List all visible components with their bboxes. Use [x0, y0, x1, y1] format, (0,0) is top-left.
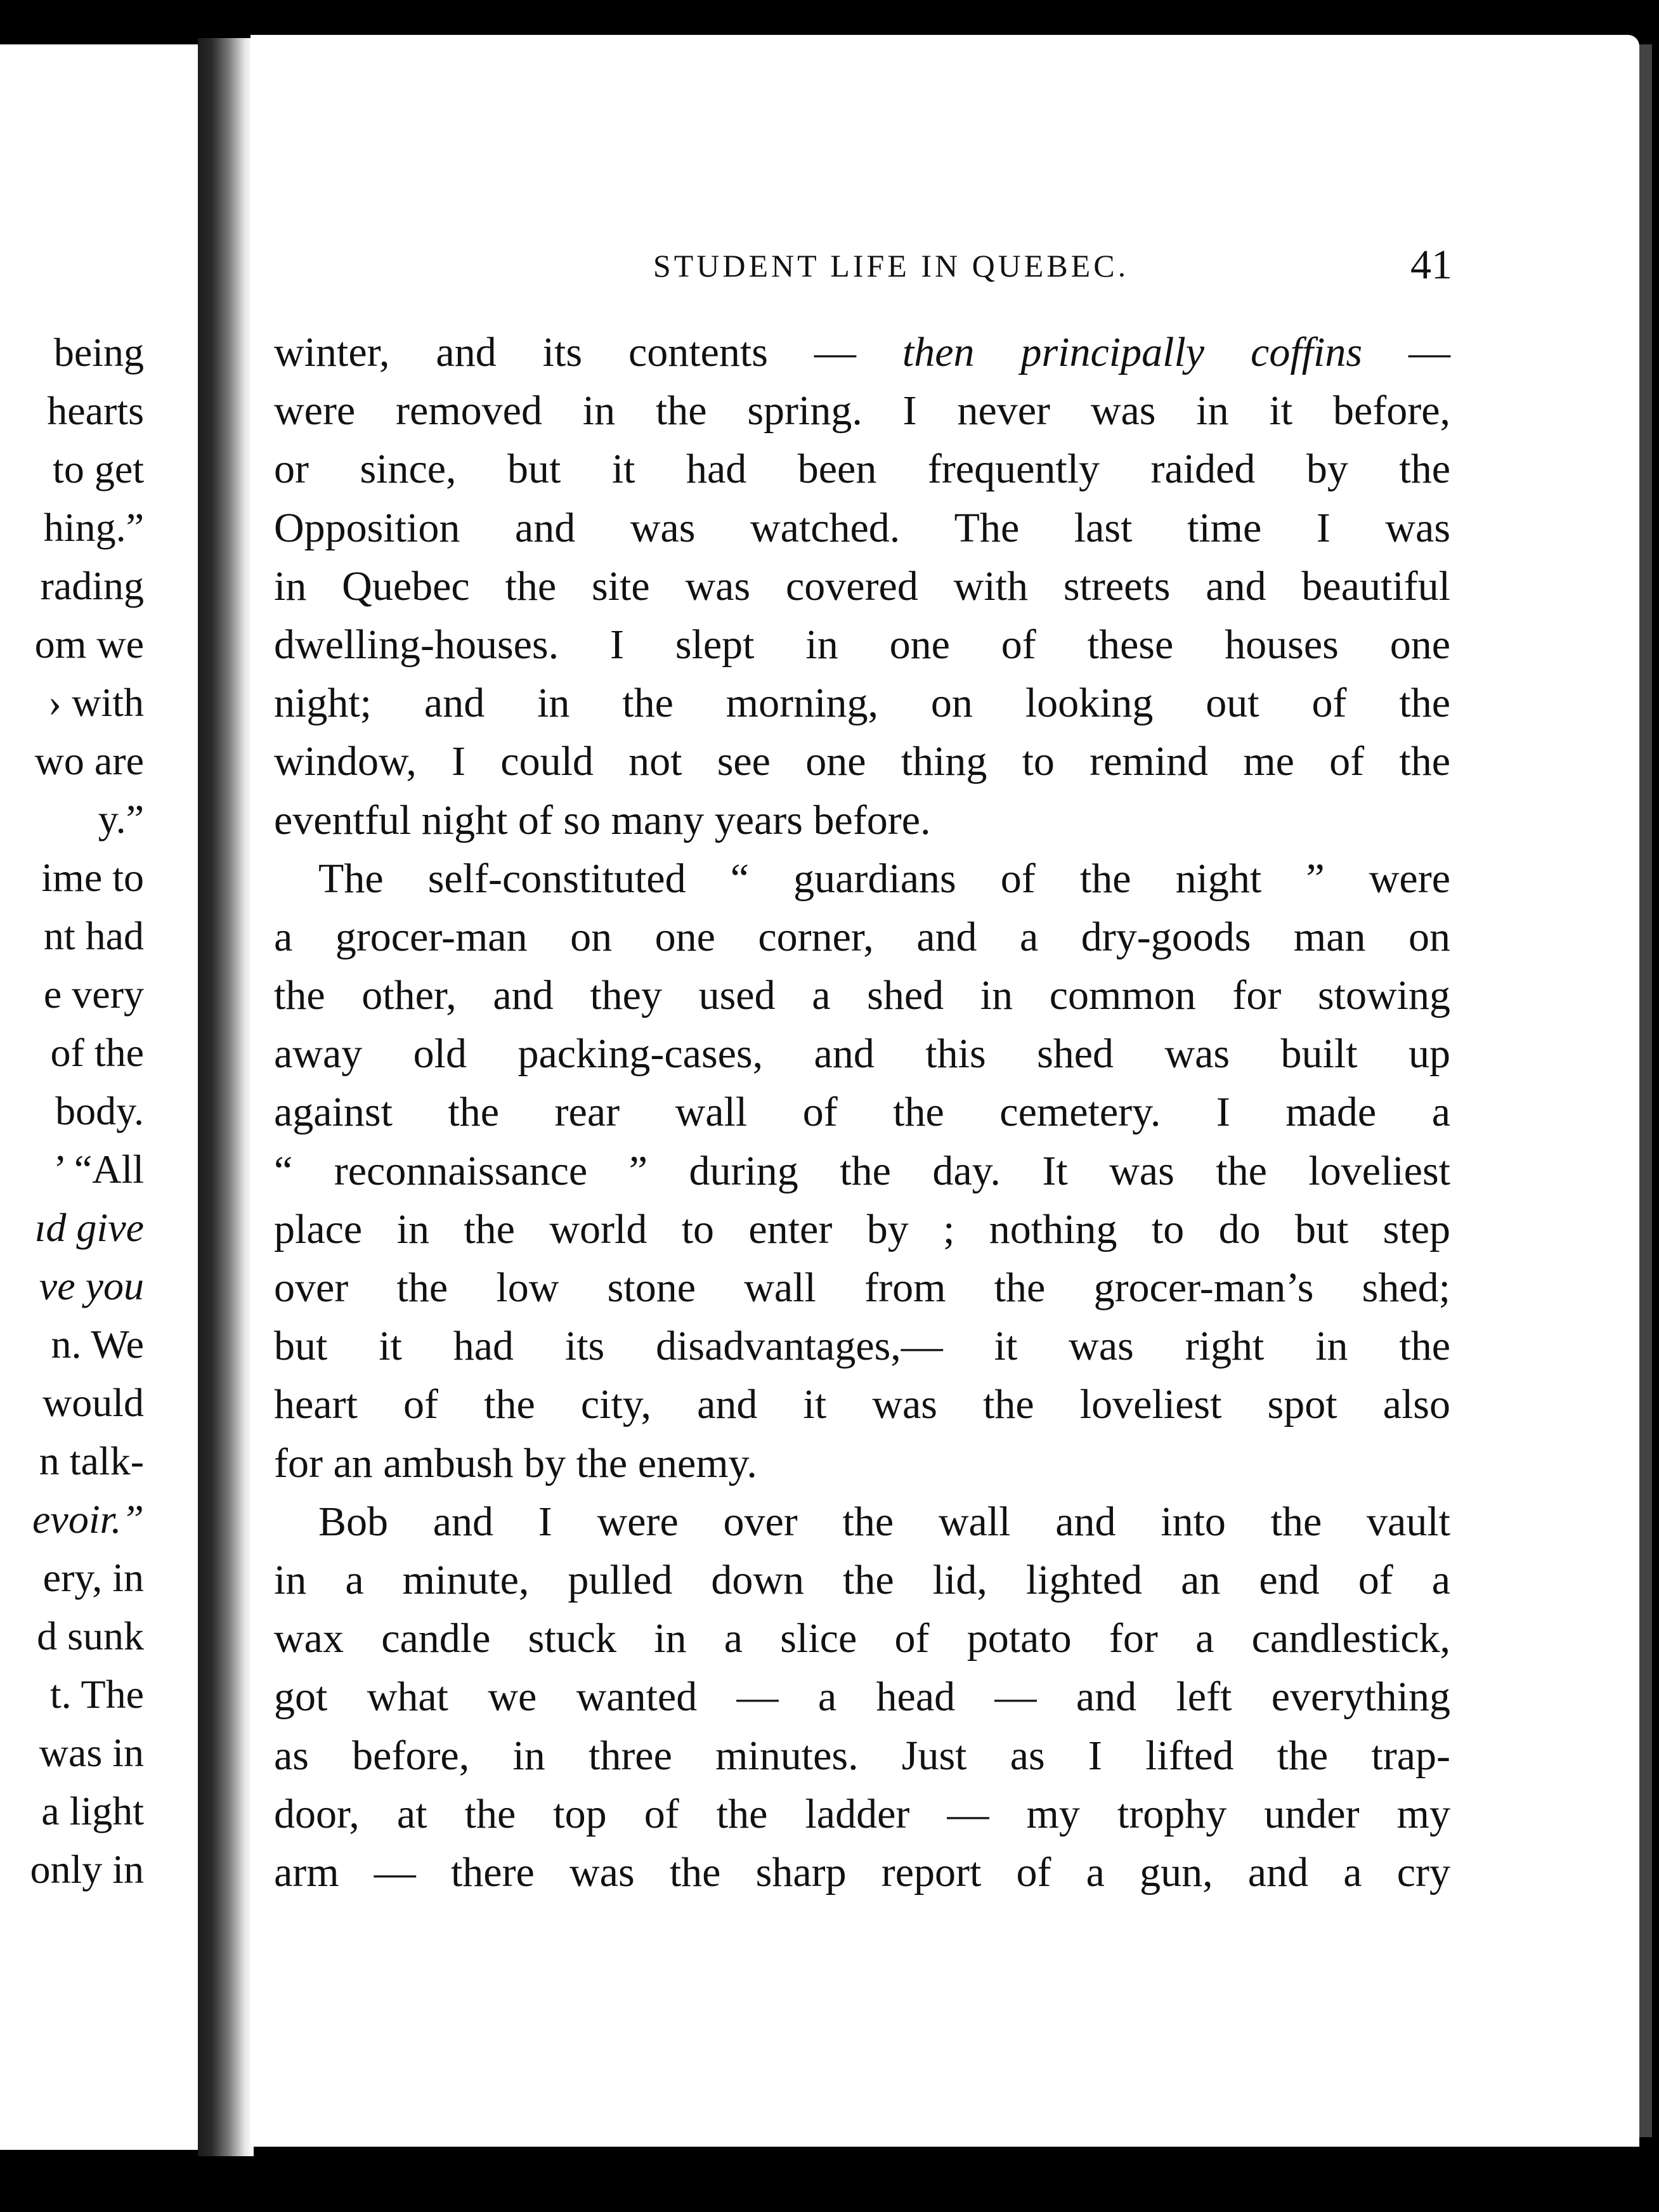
page-number: 41 [1410, 242, 1452, 288]
italic-run: then principally coffins [902, 329, 1363, 375]
left-line: was in [39, 1730, 144, 1775]
running-head: STUDENT LIFE IN QUEBEC. [653, 248, 1129, 283]
text-line: “ reconnaissance ” during the day. It was the loveliest [274, 1147, 1450, 1194]
text-line: night; and in the morning, on looking out of the [274, 680, 1450, 727]
left-line: hearts [47, 388, 144, 433]
left-line: d sunk [37, 1613, 144, 1658]
text-line: arm — there was the sharp report of a gun, and a cry [274, 1849, 1450, 1896]
text-line: the other, and they used a shed in common for stowing [274, 972, 1450, 1019]
left-line: being [53, 330, 144, 375]
text-line: or since, but it had been frequently raided by the [274, 446, 1450, 493]
left-line: n talk- [39, 1438, 144, 1483]
text-line: were removed in the spring. I never was in it before, [274, 387, 1450, 434]
left-line: ve you [39, 1263, 144, 1308]
left-line: nt had [43, 913, 144, 958]
text-line [274, 323, 1450, 382]
text-line: window, I could not see one thing to remind me of the [274, 738, 1450, 785]
text-line: The self-constituted “ guardians of the night ” were [318, 855, 1450, 902]
text-line: against the rear wall of the cemetery. I made a [274, 1089, 1450, 1136]
left-line: ery, in [42, 1555, 144, 1600]
text-line: a grocer-man on one corner, and a dry-goods man on [274, 913, 1450, 960]
left-line: ıd give [34, 1205, 144, 1250]
left-line: › with [48, 680, 144, 725]
text-line: but it had its disadvantages,— it was right in the [274, 1323, 1450, 1370]
left-line: would [42, 1380, 144, 1425]
text-line: door, at the top of the ladder — my trophy under my [274, 1790, 1450, 1837]
text-line: Opposition and was watched. The last time I was [274, 504, 1450, 551]
left-line: body. [55, 1088, 144, 1133]
left-line: t. The [49, 1672, 144, 1717]
left-line: ’ “All [53, 1147, 144, 1192]
left-page [0, 44, 198, 2150]
left-line: only in [30, 1847, 144, 1892]
page-edge [1639, 44, 1652, 2137]
left-line: y.” [98, 797, 144, 842]
text-line: away old packing-cases, and this shed was built up [274, 1031, 1450, 1077]
text-line: dwelling-houses. I slept in one of these houses one [274, 621, 1450, 668]
left-line: of the [50, 1030, 144, 1075]
text-line: got what we wanted — a head — and left everything [274, 1674, 1450, 1721]
text-line: in Quebec the site was covered with streets and beautiful [274, 563, 1450, 609]
left-line: rading [40, 563, 144, 608]
text-line: heart of the city, and it was the loveliest spot also [274, 1381, 1450, 1428]
text-line: over the low stone wall from the grocer-man’s shed; [274, 1265, 1450, 1311]
text-line: Bob and I were over the wall and into the vault [318, 1498, 1450, 1545]
text-line: as before, in three minutes. Just as I lifted the trap- [274, 1732, 1450, 1779]
left-line: ime to [41, 855, 144, 900]
book-gutter [198, 38, 254, 2156]
left-line: e very [43, 972, 144, 1017]
left-line: hing.” [43, 505, 144, 550]
text-run: — [1362, 329, 1451, 375]
left-line: a light [41, 1788, 144, 1833]
left-page-text [30, 323, 144, 1899]
body-text [274, 323, 1450, 1902]
text-line: wax candle stuck in a slice of potato for a candlestick, [274, 1615, 1450, 1662]
text-line: for an ambush by the enemy. [274, 1440, 757, 1487]
text-line: place in the world to enter by ; nothing to do but step [274, 1206, 1450, 1252]
text-run: winter, and its contents — [274, 329, 902, 375]
left-line: wo are [34, 738, 144, 783]
text-line: in a minute, pulled down the lid, lighted an end of a [274, 1556, 1450, 1603]
text-line: eventful night of so many years before. [274, 797, 931, 843]
left-line: om we [34, 621, 144, 667]
left-line: n. We [51, 1322, 144, 1367]
left-line: evoir.” [32, 1497, 144, 1542]
left-line: to get [53, 446, 144, 491]
